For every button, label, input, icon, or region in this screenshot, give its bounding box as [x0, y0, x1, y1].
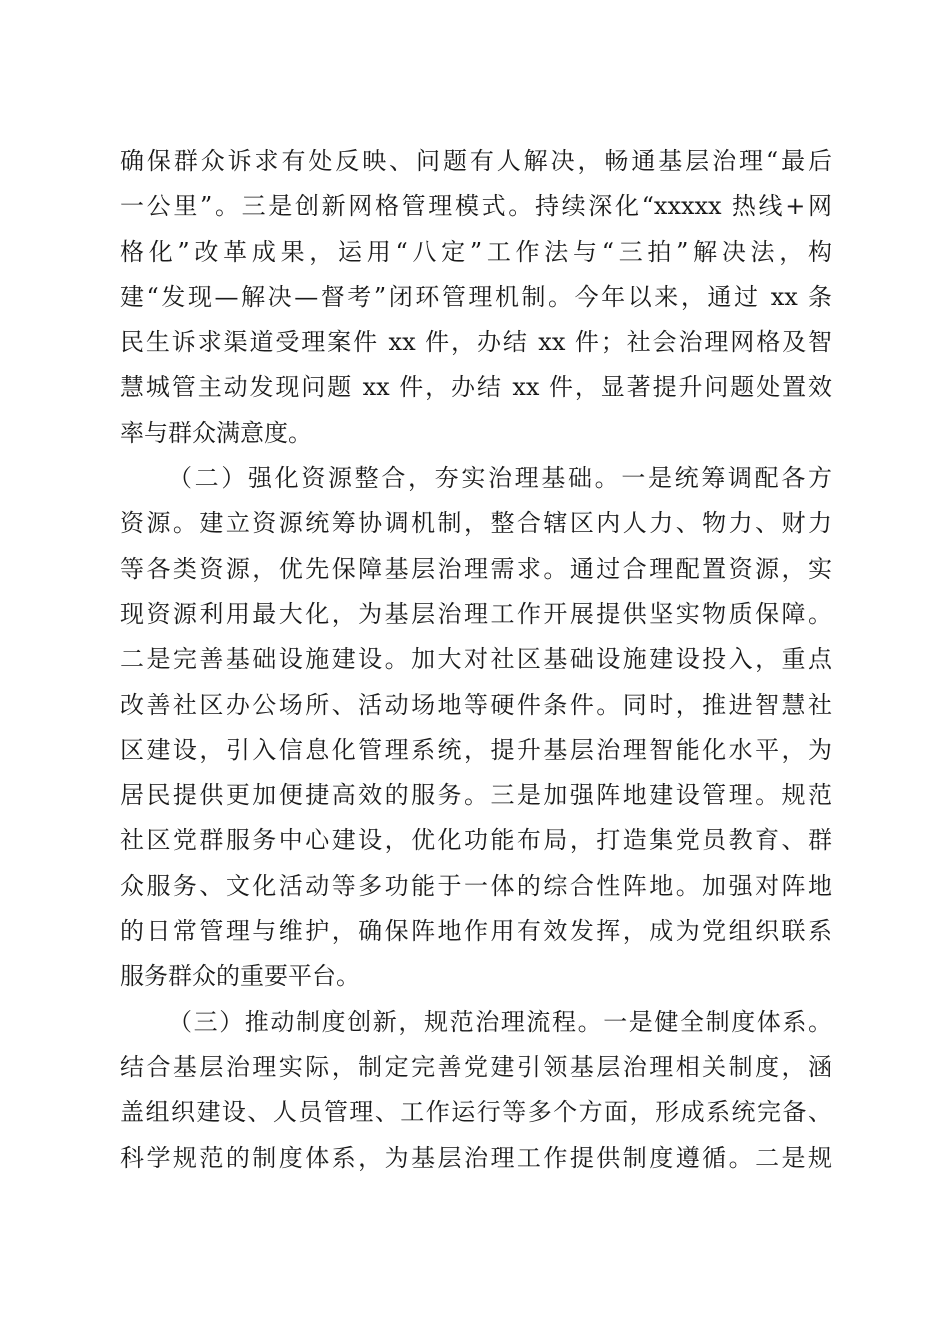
text-line: 民生诉求渠道受理案件 xx 件，办结 xx 件；社会治理网格及智: [120, 328, 832, 357]
text-line: 居民提供更加便捷高效的服务。三是加强阵地建设管理。规范: [120, 781, 832, 810]
text-line: 建“发现—解决—督考”闭环管理机制。今年以来，通过 xx 条: [120, 282, 832, 311]
document-body: [120, 139, 832, 1181]
section-heading-line: （三）推动制度创新，规范治理流程。一是健全制度体系。: [168, 1007, 832, 1036]
text-line: 众服务、文化活动等多功能于一体的综合性阵地。加强对阵地: [120, 871, 832, 900]
paragraph-1: [120, 139, 832, 456]
text-line: 一公里”。三是创新网格管理模式。持续深化“xxxxx 热线+网: [120, 192, 832, 221]
text-line: 资源。建立资源统筹协调机制，整合辖区内人力、物力、财力: [120, 509, 832, 538]
text-line: 现资源利用最大化，为基层治理工作开展提供坚实物质保障。: [120, 599, 832, 628]
text-line: 服务群众的重要平台。: [120, 962, 360, 991]
paragraph-2: [120, 456, 832, 1000]
text-line: 区建设，引入信息化管理系统，提升基层治理智能化水平，为: [120, 735, 832, 764]
text-line: 等各类资源，优先保障基层治理需求。通过合理配置资源，实: [120, 554, 832, 583]
text-line: 慧城管主动发现问题 xx 件，办结 xx 件，显著提升问题处置效: [120, 373, 832, 402]
text-line: 二是完善基础设施建设。加大对社区基础设施建设投入，重点: [120, 645, 832, 674]
text-line: 盖组织建设、人员管理、工作运行等多个方面，形成系统完备、: [120, 1098, 832, 1127]
text-line: 科学规范的制度体系，为基层治理工作提供制度遵循。二是规: [120, 1143, 832, 1172]
section-heading-line: （二）强化资源整合，夯实治理基础。一是统筹调配各方: [168, 464, 832, 493]
text-line: 社区党群服务中心建设，优化功能布局，打造集党员教育、群: [120, 826, 832, 855]
text-line: 的日常管理与维护，确保阵地作用有效发挥，成为党组织联系: [120, 917, 832, 946]
text-line: 结合基层治理实际，制定完善党建引领基层治理相关制度，涵: [120, 1052, 832, 1081]
text-line: 格化”改革成果，运用“八定”工作法与“三拍”解决法，构: [120, 237, 832, 266]
text-line: 确保群众诉求有处反映、问题有人解决，畅通基层治理“最后: [120, 147, 832, 175]
text-line: 改善社区办公场所、活动场地等硬件条件。同时，推进智慧社: [120, 690, 832, 719]
paragraph-3: [120, 1000, 832, 1181]
text-line: 率与群众满意度。: [120, 418, 312, 447]
